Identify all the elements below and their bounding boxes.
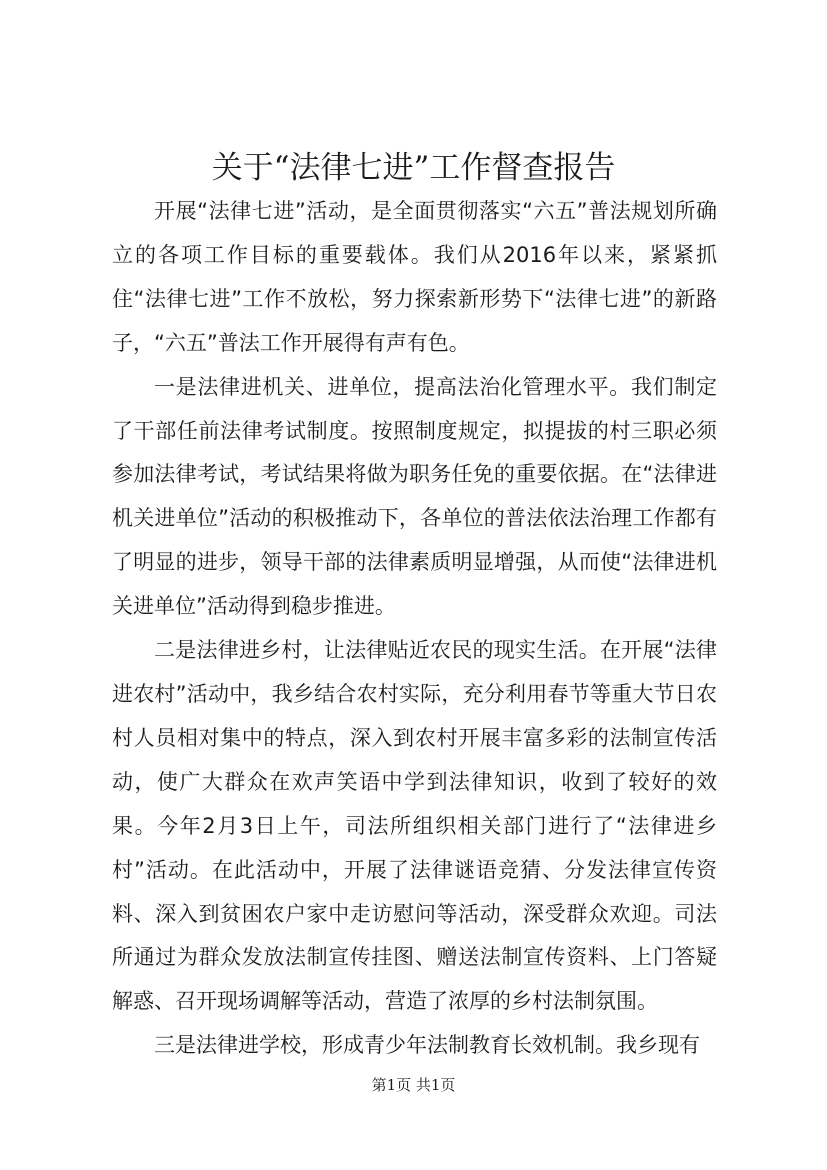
document-title: 关于“法律七进”工作督查报告 [211, 150, 616, 186]
paragraph-schools: 三是法律进学校，形成青少年法制教育长效机制。我乡现有 [154, 1033, 700, 1058]
page-footer: 第1页 共1页 [371, 1076, 456, 1094]
document-body [112, 190, 717, 1068]
paragraph-intro: 开展“法律七进”活动，是全面贯彻落实“六五”普法规划所确立的各项工作目标的重要载体。我们从2016年以来，紧紧抓住“法律七进”工作不放松，努力探索新形势下“法律七进”的新路子，“六五”普法工作开展得有声有色。 [112, 199, 717, 355]
paragraph-organs-units: 一是法律进机关、进单位，提高法治化管理水平。我们制定了干部任前法律考试制度。按照制度规定，拟提拔的村三职必须参加法律考试，考试结果将做为职务任免的重要依据。在“法律进机关进单位”活动的积极推动下，各单位的普法依法治理工作都有了明显的进步，领导干部的法律素质明显增强，从而使“法律进机关进单位”活动得到稳步推进。 [112, 374, 717, 619]
paragraph-villages: 二是法律进乡村，让法律贴近农民的现实生活。在开展“法律进农村”活动中，我乡结合农村实际，充分利用春节等重大节日农村人员相对集中的特点，深入到农村开展丰富多彩的法制宣传活动，使广大群众在欢声笑语中学到法律知识，收到了较好的效果。今年2月3日上午，司法所组织相关部门进行了“法律进乡村”活动。在此活动中，开展了法律谜语竞猜、分发法律宣传资料、深入到贫困农户家中走访慰问等活动，深受群众欢迎。司法所通过为群众发放法制宣传挂图、赠送法制宣传资料、上门答疑解惑、召开现场调解等活动，营造了浓厚的乡村法制氛围。 [112, 638, 717, 1014]
